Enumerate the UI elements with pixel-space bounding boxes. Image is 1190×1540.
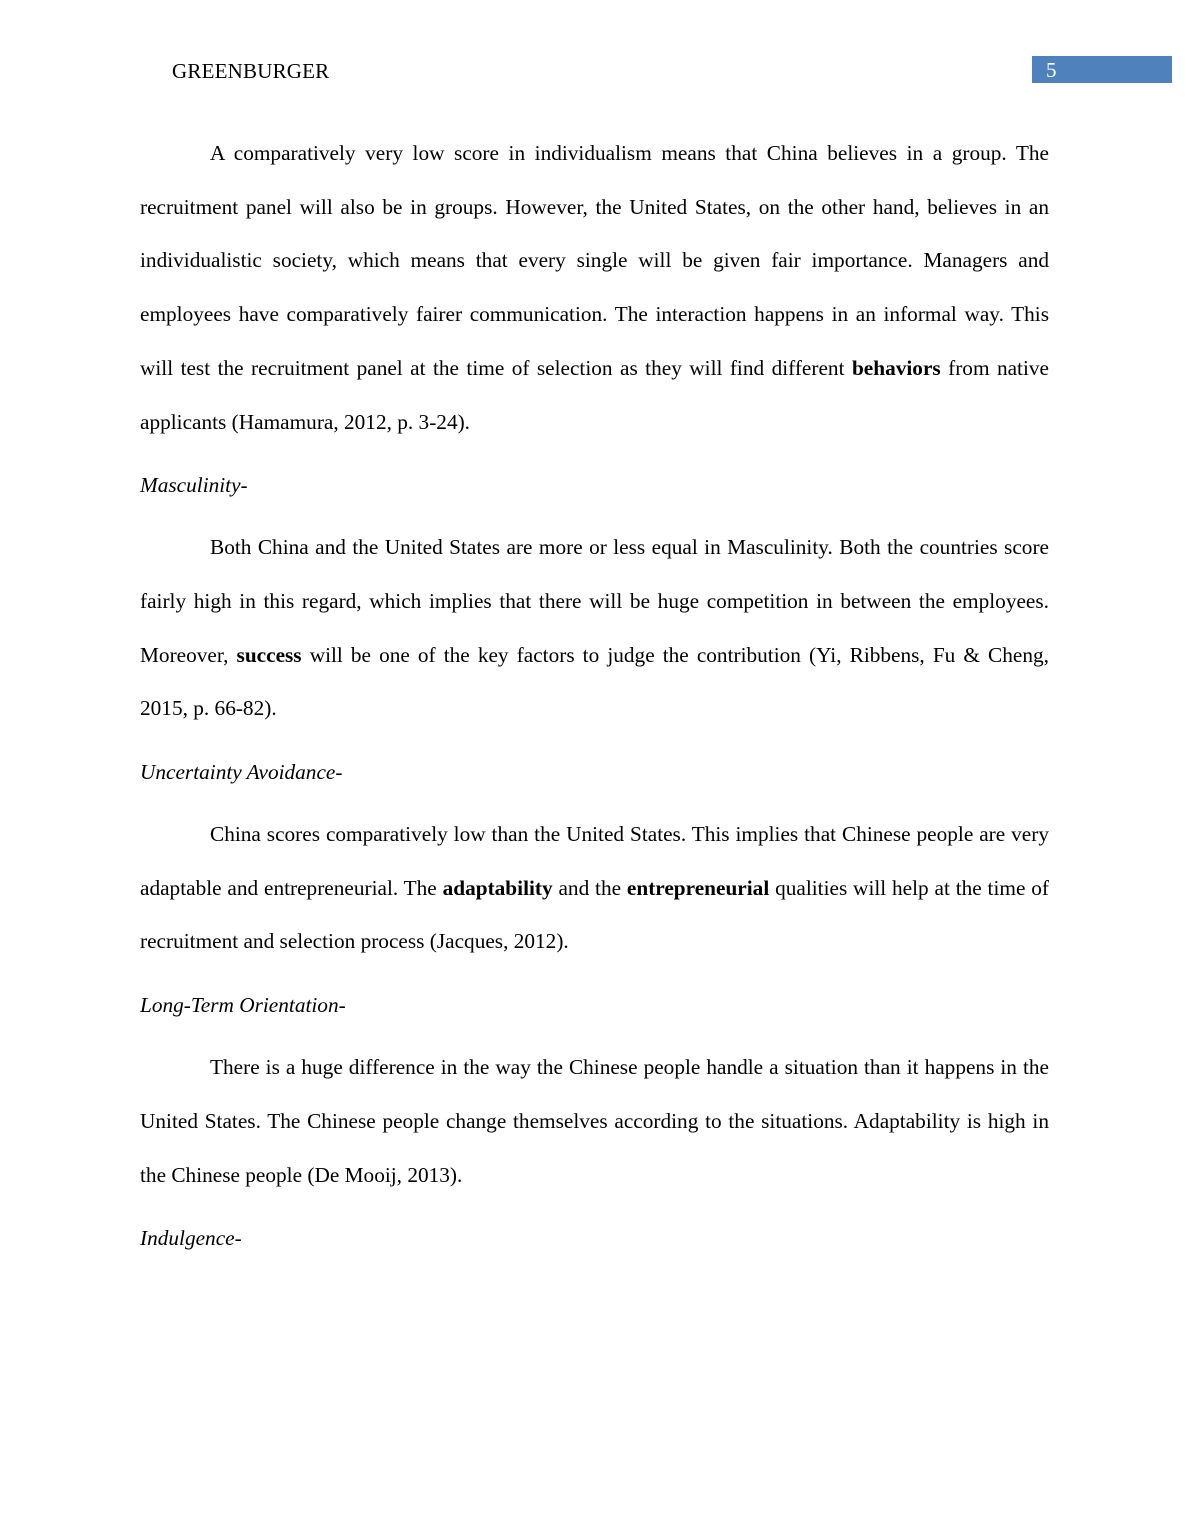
section-heading-masculinity: Masculinity- (140, 473, 248, 498)
section-heading-long-term-orientation: Long-Term Orientation- (140, 993, 346, 1018)
paragraph-text: There is a huge difference in the way the Chinese people handle a situation than it happens in the United States. The Chinese people change themselves according to the situations. Adaptability is high in the Chinese people (De Mooij, 2013). (140, 1055, 1049, 1187)
paragraph-individualism (140, 127, 1049, 449)
paragraph-text: A comparatively very low score in individualism means that China believes in a group. The recruitment panel will also be in groups. However, the United States, on the other hand, believes in an individualistic society, which means that every single will be given fair importance. Managers and employees have comparatively fairer communication. The interaction happens in an informal way. This will test the recruitment panel at the time of selection as they will find different (140, 141, 1049, 380)
running-head: GREENBURGER (172, 59, 330, 83)
bold-term-entrepreneurial: entrepreneurial (626, 875, 770, 900)
paragraph-text: Both China and the United States are more or less equal in Masculinity. Both the countries score fairly high in this regard, which implies that there will be huge competition in between the employees. Moreover, (140, 535, 1049, 667)
bold-term-behaviors: behaviors (851, 355, 941, 380)
body-text (140, 127, 1049, 1274)
paragraph-text: and the (552, 875, 627, 900)
bold-term-success: success (236, 642, 302, 667)
paragraph-text: qualities will help at the time of recruitment and selection process (Jacques, 2012). (140, 875, 1049, 954)
paragraph-text: from native applicants (Hamamura, 2012, p. 3-24). (140, 355, 1049, 434)
page-number: 5 (1046, 58, 1057, 82)
paragraph-long-term-orientation (140, 1041, 1049, 1202)
paragraph-uncertainty-avoidance (140, 808, 1049, 969)
paragraph-text: will be one of the key factors to judge the contribution (Yi, Ribbens, Fu & Cheng, 2015, p. 66-82). (140, 642, 1049, 721)
paragraph-text: China scores comparatively low than the United States. This implies that Chinese people are very adaptable and entrepreneurial. The (140, 822, 1049, 900)
paragraph-masculinity (140, 521, 1049, 736)
bold-term-adaptability: adaptability (442, 875, 553, 900)
page-number-box (1032, 56, 1172, 83)
section-heading-uncertainty-avoidance: Uncertainty Avoidance- (140, 760, 343, 785)
section-heading-indulgence: Indulgence- (140, 1226, 242, 1251)
